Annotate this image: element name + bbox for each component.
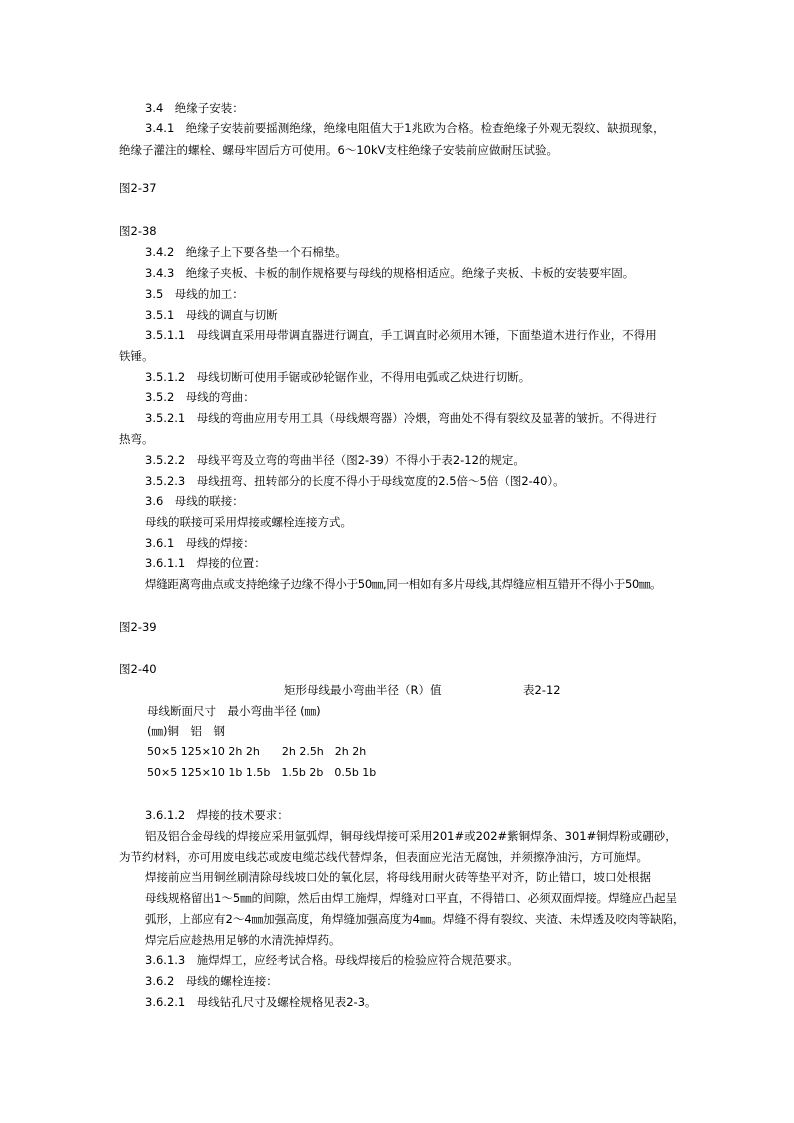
section-heading: 3.5 母线的加工：	[145, 287, 244, 301]
table-title: 矩形母线最小弯曲半径（R）值	[284, 683, 442, 697]
paragraph-line: 铁锤。	[119, 349, 154, 363]
paragraph-line: 焊接前应当用铜丝刷清除母线坡口处的氧化层，将母线用耐火砖等垫平对齐，防止错口，坡口处根据	[145, 870, 651, 884]
figure-label: 图2-39	[119, 620, 157, 634]
figure-label: 图2-38	[119, 224, 157, 238]
paragraph-line: 3.6.1.3 施焊焊工，应经考试合格。母线焊接后的检验应符合规范要求。	[145, 953, 519, 967]
paragraph-line: 3.5.1.2 母线切断可使用手锯或砂轮锯作业，不得用电弧或乙炔进行切断。	[145, 370, 531, 384]
figure-label: 图2-37	[119, 181, 157, 195]
paragraph-line: 3.6.2.1 母线钻孔尺寸及螺栓规格见表2-3。	[145, 995, 377, 1009]
section-heading: 3.5.1 母线的调直与切断	[145, 308, 278, 322]
paragraph-line: 3.4.3 绝缘子夹板、卡板的制作规格要与母线的规格相适应。绝缘子夹板、卡板的安装要牢固。	[145, 266, 635, 280]
paragraph-line: 绝缘子灌注的螺栓、螺母牢固后方可使用。6～10kV支柱绝缘子安装前应做耐压试验。	[119, 143, 558, 157]
section-heading: 3.4 绝缘子安装：	[145, 101, 244, 115]
table-row: 50×5 125×10 1b 1.5b 1.5b 2b 0.5b 1b	[147, 766, 377, 779]
paragraph-line: 母线的联接可采用焊接或螺栓连接方式。	[145, 515, 352, 529]
paragraph-line: 3.5.1.1 母线调直采用母带调直器进行调直，手工调直时必须用木锤，下面垫道木进行作业，不得用	[145, 328, 657, 342]
section-heading: 3.6.1.2 焊接的技术要求：	[145, 808, 289, 822]
paragraph-line: 3.5.2.1 母线的弯曲应用专用工具（母线煨弯器）冷煨，弯曲处不得有裂纹及显著的皱折。不得进行	[145, 411, 657, 425]
section-heading: 3.5.2 母线的弯曲：	[145, 390, 255, 404]
table-header: (㎜)铜 铝 钢	[147, 724, 225, 738]
table-number: 表2-12	[523, 683, 561, 697]
section-heading: 3.6.1.1 焊接的位置：	[145, 556, 266, 570]
paragraph-line: 3.4.1 绝缘子安装前要摇测绝缘，绝缘电阻值大于1兆欧为合格。检查绝缘子外观无裂纹、缺损现象，	[145, 121, 665, 135]
table-row: 50×5 125×10 2h 2h 2h 2.5h 2h 2h	[147, 745, 367, 758]
paragraph-line: 焊缝距离弯曲点或支持绝缘子边缘不得小于50㎜,同一相如有多片母线,其焊缝应相互错开不得小于50㎜。	[145, 577, 662, 591]
paragraph-line: 为节约材料，亦可用废电线芯或废电缆芯线代替焊条，但表面应光洁无腐蚀，并须擦净油污，方可施焊。	[119, 850, 648, 864]
paragraph-line: 3.5.2.3 母线扭弯、扭转部分的长度不得小于母线宽度的2.5倍～5倍（图2-40）。	[145, 474, 565, 488]
section-heading: 3.6.1 母线的焊接：	[145, 536, 255, 550]
section-heading: 3.6.2 母线的螺栓连接：	[145, 974, 278, 988]
figure-label: 图2-40	[119, 662, 157, 676]
paragraph-line: 弧形，上部应有2～4㎜加强高度，角焊缝加强高度为4㎜。焊缝不得有裂纹、夹渣、未焊透及咬肉等缺陷，	[145, 912, 685, 926]
paragraph-line: 母线规格留出1～5㎜的间隙，然后由焊工施焊，焊缝对口平直，不得错口、必须双面焊接。焊缝应凸起呈	[145, 891, 678, 905]
table-header: 母线断面尺寸 最小弯曲半径 (㎜)	[147, 704, 321, 718]
paragraph-line: 热弯。	[119, 432, 154, 446]
paragraph-line: 3.4.2 绝缘子上下要各垫一个石棉垫。	[145, 245, 347, 259]
paragraph-line: 3.5.2.2 母线平弯及立弯的弯曲半径（图2-39）不得小于表2-12的规定。	[145, 453, 525, 467]
paragraph-line: 铝及铝合金母线的焊接应采用氩弧焊，铜母线焊接可采用201#或202#紫铜焊条、301#铜焊粉或硼砂，	[145, 829, 677, 843]
paragraph-line: 焊完后应趁热用足够的水清洗掉焊药。	[145, 933, 341, 947]
section-heading: 3.6 母线的联接：	[145, 494, 244, 508]
